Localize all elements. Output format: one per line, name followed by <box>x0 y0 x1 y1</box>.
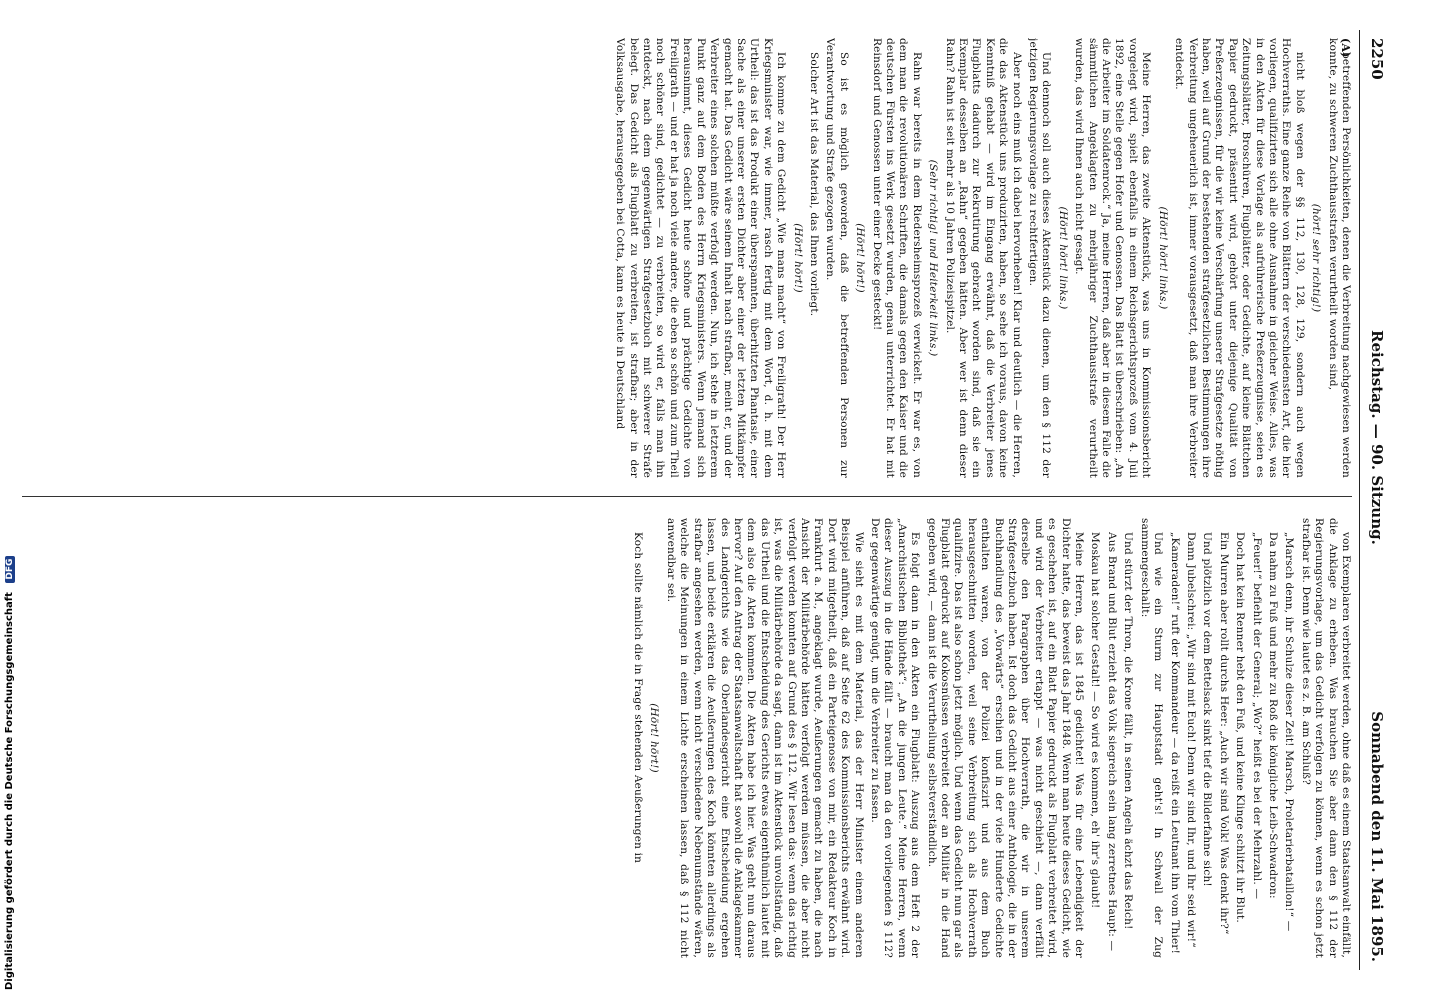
page-number: 2250 <box>1368 38 1386 80</box>
right-column <box>12 518 1352 958</box>
paragraph: (Hört! hört! links.) <box>1056 206 1069 310</box>
rotated-page-content <box>0 30 1390 970</box>
paragraph: „Marsch denn, ihr Schulze dieser Zeit! Marsch, Proletarierbataillon!“ — <box>1283 532 1296 932</box>
session-title: Reichstag. — 90. Sitzung. <box>1368 330 1386 545</box>
paragraph: (Hört! hört! links.) <box>1156 206 1169 310</box>
session-date: Sonnabend den 11. Mai 1895. <box>1368 711 1386 962</box>
paragraph: Ich komme zu dem Gedicht „Wie mans macht“ von Freiligrath! Der Herr Kriegsminister war, wie immer, rasch fertig mit dem Wort, d. h. mit dem Urtheil: das ist das Produkt einer überspannten, überhitzten Phantasie, einer Sache als einer unserer ersten Dichter aber einer der letzten Mitkämpfer gemacht hat. Das Gedicht wäre seinem Inhalt nach strafbar, meint er, und der Verbreiter eines solchen müßte verfolgt werden. Nun, ich stehe in letzterem Punkt ganz auf dem Boden des Herrn Kriegsministers. Wenn jemand sich herausnimmt, dieses Gedicht heute schöne und prächtige Gedichte von Freiligrath — und er hat ja noch viele andere, die eben so schön und zum Theil noch schöner sind, gedichtet — zu verbreiten, so wird er, falls man ihn entdeckt, nach dem gegenwärtigen Strafgesetzbuch mit schwerer Strafe belegt. Das Gedicht als Flugblatt zu verbreiten, ist strafbar; aber in der Volksausgabe, herausgegeben bei Cotta, kann es heute in Deutschland <box>614 38 788 478</box>
page-header <box>1359 30 1390 970</box>
paragraph: „Feuer!“ befiehlt der General; „Wo?“ heißt es bei der Mehrzahl. — <box>1250 532 1263 900</box>
paragraph: (hört! sehr richtig!) <box>1310 203 1323 313</box>
paragraph: „Kameraden!“ ruft der Kommandeur — da reißt ein Leutnant ihn vom Thier! <box>1168 532 1181 955</box>
paragraph: Wie sieht es mit dem Material, das der Herr Minister einem anderen Beispiel anführen, daß auf Seite 62 des Kommissionsberichts erwähnt wird. Dort wird mitgetheilt, daß ein Parteigenosse von mir, ein Redakteur Koch in Frankfurt a. M., angeklagt wurde, Aeußerungen gemacht zu haben, die nach Ansicht der Militärbehörde hätten verfolgt werden müssen, die aber nicht verfolgt werden konnten auf Grund des § 112. Wir lesen das: wenn das richtig ist, was die Militärbehörde da sagt, dann ist im Aktenstück unvollständig, daß das Urtheil und die Entscheidung des Gerichts etwas eigenthümlich lautet mit dem also die Akten kommen. Die Akten habe ich hier. Was geht nun daraus hervor? Auf den Antrag der Staatsanwaltschaft hat sowohl die Anklagekammer des Landgerichts wie das Oberlandesgericht eine Entscheidung ergehen lassen, und beide erklären die Aeußerungen des Koch könnten allerdings als strafbar angesehen werden, wenn nicht verschiedene Nebenumstände wären, welche die Meinungen in einem Lichte erscheinen lassen, daß § 112 nicht anwendbar sei. <box>664 518 865 958</box>
paragraph: betreffenden Persönlichkeiten, denen die Verbreitung nachgewiesen werden konnte, zu schweren Zuchthausstrafen verurtheilt worden sind, <box>1326 38 1352 478</box>
paragraph: Rahn war bereits in dem Riedersheimsprozeß verwickelt. Er war es, von dem man die revolutionären Schriften, die damals gegen den Kaiser und die deutschen Fürsten ins Werk gesetzt wurden, genau unterrichtet. Er hat mit Reinsdorf und Genossen unter einer Decke gesteckt! <box>870 38 923 478</box>
paragraph: von Exemplaren verbreitet werden, ohne daß es einem Staatsanwalt einfällt, die Anklage zu erheben. Was brauchen Sie aber dann den § 112 der Regierungsvorlage, um das Gedicht verfolgen zu können, wenn es schon jetzt strafbar ist. Denn wie lautet es z. B. am Schluß? <box>1299 518 1352 958</box>
paragraph: Doch hat kein Renner hebt den Fuß, und keine Klinge schlitzt ihr Blut. <box>1234 532 1247 923</box>
column-divider <box>22 496 1352 497</box>
paragraph: Meine Herren, das ist 1845 gedichtet! Was für eine Lebendigkeit der Dichter hatte, das beweist das Jahr 1848. Wenn man heute dieses Gedicht, wie es geschehen ist, auf ein Blatt Papier gedruckt als Flugblatt verbreitet wird, und wird der Verbreiter ertappt — was nicht geschieht —, dann verfällt derselbe den Paragraphen über Hochverrath, die wir in unserem Strafgesetzbuch haben. Ist doch das Gedicht aus einer Anthologie, die in der Buchhandlung des „Vorwärts“ erschien und in der viele Hunderte Gedichte enthalten waren, von der Polizei konfiszirt und aus dem Buch herausgeschnitten worden, weil seine Verbreitung sich als Hochverrath qualifizire. Das ist also schon jetzt möglich. Und wenn das Gedicht nun gar als Flugblatt gedruckt auf Kokosnüssen verbreitet oder an Militär in die Hand gegeben wird, — dann ist die Verurtheilung selbstverständlich. <box>925 518 1086 958</box>
paragraph: (Hört! hört!) <box>648 703 661 773</box>
paragraph: Und plötzlich vor dem Bettelsack sinkt tief die Bilderfahne sich! <box>1201 532 1214 887</box>
paragraph: Aber noch eins muß ich dabei hervorheben! Klar und deutlich — die Herren, die das Aktenstück uns produzirten, haben, so sehe ich voraus, davon keine Kenntniß gehabt — wird im Eingang erwähnt, daß die Verbreiter jenes Flugblatts dadurch zur Rekrutirung gebracht worden sind, daß sie ein Exemplar desselben an „Rahn“ gegeben hätten. Aber wer ist denn dieser Rahn? Rahn ist seit mehr als 10 Jahren Polizeispitzel. <box>943 38 1023 478</box>
paragraph: Und dennoch soll auch dieses Aktenstück dazu dienen, um den § 112 der jetzigen Regierungsvorlage zu rechtfertigen. <box>1027 38 1053 478</box>
paragraph: Es folgt dann in den Akten ein Flugblatt: Auszug aus dem Heft 2 der „Anarchistischen Bibliothek“: „An die jungen Leute.“ Meine Herren, wenn dieser Auszug in die Hände fällt — braucht man da den vorliegenden § 112? Der gegenwärtige genügt, um die Verbreiter zu fassen. <box>869 518 922 958</box>
paragraph: So ist es möglich geworden, daß die betreffenden Personen zur Verantwortung und Strafe gezogen wurden. <box>824 38 850 478</box>
paragraph: (Sehr richtig! und Heiterkeit links.) <box>927 159 940 357</box>
paragraph: (Hört! hört!) <box>791 223 804 293</box>
paragraph: Und stürzt der Thron, die Krone fällt, in seinen Angeln ächzt das Reich! <box>1122 532 1135 930</box>
paragraph: nicht bloß wegen der §§ 112, 130, 128, 129, sondern auch wegen Hochverraths. Eine ganze Reihe von Blättern der verschiedensten Art, die hier vorliegen, qualifizirten sich alle ohne Ausnahme in gleicher Weise. Alles, was in den Akten für diese Vorlage als aufrührerische Preßerzeugnisse, seien es Zeitungsblätter, Broschüren, Flugblätter, oder Gedichte, auf kleine Blättchen Papier gedruckt, präsentirt wird, gehört unter diejenige Qualität von Preßerzeugnissen, für die wir keine Verschärfung unserer Strafgesetze nöthig haben, weil auf Grund der bestehenden strafgesetzlichen Bestimmungen ihre Verbreitung ungeheuerlich ist, immer vorausgesetzt, daß man ihre Verbreiter entdeckt. <box>1173 38 1306 478</box>
paragraph: Ein Murren aber rollt durchs Heer: „Auch wir sind Volk! Was denkt ihr?“ <box>1217 532 1230 935</box>
left-column <box>12 38 1352 478</box>
paragraph: (Hört! hört!) <box>854 223 867 293</box>
margin-marker-a: (A) <box>1339 38 1352 58</box>
paragraph: Und wie ein Sturm zur Hauptstadt geht's! In Schwall der Zug sammengeschallt: <box>1138 518 1165 958</box>
credit-text: Digitalisierung gefördert durch die Deutsche Forschungsgemeinschaft <box>4 592 15 990</box>
paragraph: Solcher Art ist das Material, das Ihnen vorliegt. <box>807 52 820 317</box>
paragraph: Koch sollte nämlich die in Frage stehenden Aeußerungen in <box>632 532 645 864</box>
paragraph: Da nahm zu Fuß und mehr zu Roß die königliche Leib-Schwadron: <box>1266 532 1279 899</box>
dfg-logo-icon: DFG <box>5 556 15 583</box>
paragraph: Meine Herren, das zweite Aktenstück, was uns in Kommissionsbericht vorgelegt wird, spielt ebenfalls in einem Reichsgerichtsprozeß vom 4. Juli 1892, eine Stelle gegen Hofer und Genossen. Das Blatt ist überschrieben: „An die Arbeiter im Soldatenrock.“ Ja, meine Herren, daß aber in diesem Falle die sämmtlichen Angeklagten zu mehrjähriger Zuchthausstrafe verurtheilt wurden, das wird Ihnen auch nicht gesagt. <box>1073 38 1153 478</box>
paragraph: Dann Jubelschrei: „Wir sind mit Euch! Denn wir sind Ihr, und Ihr seid wir!“ <box>1184 532 1197 948</box>
paragraph: Aus Brand und Blut erzieht das Volk siegreich sein lang zerretnes Haupt: — <box>1105 532 1118 952</box>
paragraph: Moskau hat solcher Gestalt! — So wird es kommen, eh' ihr's glaubt! <box>1089 532 1102 909</box>
